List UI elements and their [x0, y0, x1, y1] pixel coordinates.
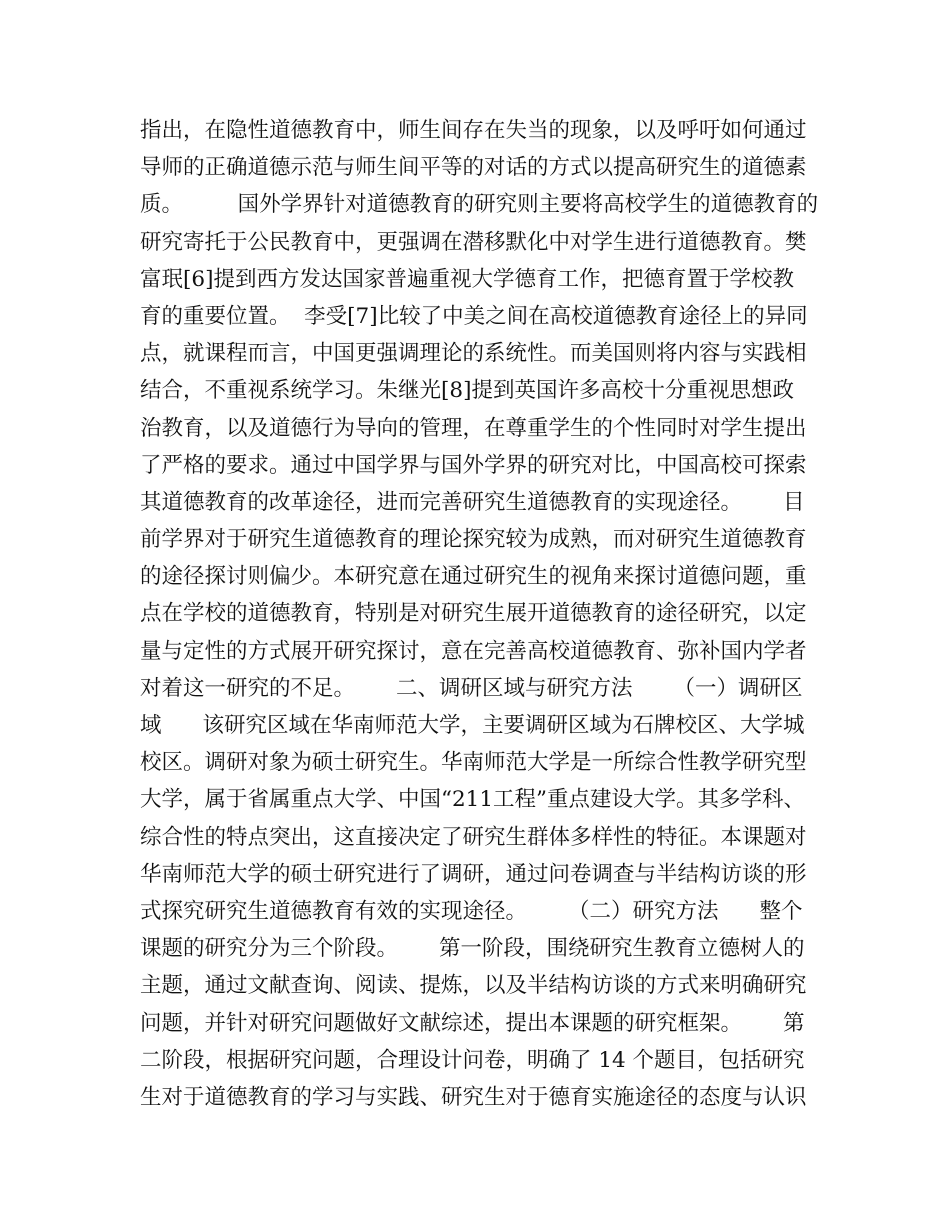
text-line: 课题的研究分为三个阶段。 第一阶段，围绕研究生教育立德树人的 — [140, 936, 805, 962]
text-line: 研究寄托于公民教育中，更强调在潜移默化中对学生进行道德教育。樊 — [140, 229, 807, 255]
text-line: 量与定性的方式展开研究探讨，意在完善高校道德教育、弥补国内学者 — [140, 638, 807, 664]
text-line: 了严格的要求。通过中国学界与国外学界的研究对比，中国高校可探索 — [140, 452, 807, 478]
text-line: 问题，并针对研究问题做好文献综述，提出本课题的研究框架。 第 — [140, 1010, 805, 1036]
text-line: 主题，通过文献查询、阅读、提炼，以及半结构访谈的方式来明确研究 — [140, 973, 807, 999]
text-line: 指出，在隐性道德教育中，师生间存在失当的现象，以及呼吁如何通过 — [140, 118, 807, 143]
text-line: 前学界对于研究生道德教育的理论探究较为成熟，而对研究生道德教育 — [140, 527, 807, 553]
text-line: 式探究研究生道德教育有效的实现途径。 （二）研究方法 整个 — [140, 898, 803, 924]
text-line: 校区。调研对象为硕士研究生。华南师范大学是一所综合性教学研究型 — [140, 750, 807, 776]
text-line: 导师的正确道德示范与师生间平等的对话的方式以提高研究生的道德素 — [140, 155, 807, 181]
text-line: 育的重要位置。 李受[7]比较了中美之间在高校道德教育途径上的异同 — [140, 303, 808, 329]
text-line: 富珉[6]提到西方发达国家普遍重视大学德育工作，把德育置于学校教 — [140, 266, 794, 292]
text-line: 大学，属于省属重点大学、中国“211工程”重点建设大学。其多学科、 — [140, 787, 806, 813]
text-line: 其道德教育的改革途径，进而完善研究生道德教育的实现途径。 目 — [140, 489, 805, 515]
text-line: 点，就课程而言，中国更强调理论的系统性。而美国则将内容与实践相 — [140, 341, 807, 367]
text-line: 点在学校的道德教育，特别是对研究生展开道德教育的途径研究，以定 — [140, 601, 807, 627]
text-line: 结合，不重视系统学习。朱继光[8]提到英国许多高校十分重视思想政 — [140, 378, 794, 404]
text-line: 治教育，以及道德行为导向的管理，在尊重学生的个性同时对学生提出 — [140, 415, 807, 441]
text-line: 质。 国外学界针对道德教育的研究则主要将高校学生的道德教育的 — [140, 192, 819, 218]
text-line: 生对于道德教育的学习与实践、研究生对于德育实施途径的态度与认识 — [140, 1084, 807, 1110]
body-text — [140, 112, 820, 1116]
text-line: 域 该研究区域在华南师范大学，主要调研区域为石牌校区、大学城 — [140, 713, 805, 738]
text-line: 综合性的特点突出，这直接决定了研究生群体多样性的特征。本课题对 — [140, 824, 807, 850]
text-line: 的途径探讨则偏少。本研究意在通过研究生的视角来探讨道德问题，重 — [140, 564, 807, 590]
text-line: 对着这一研究的不足。 二、调研区域与研究方法 （一）调研区 — [140, 675, 803, 701]
text-line: 华南师范大学的硕士研究进行了调研，通过问卷调查与半结构访谈的形 — [140, 861, 807, 887]
text-line: 二阶段，根据研究问题，合理设计问卷，明确了 14 个题目，包括研究 — [140, 1047, 805, 1073]
